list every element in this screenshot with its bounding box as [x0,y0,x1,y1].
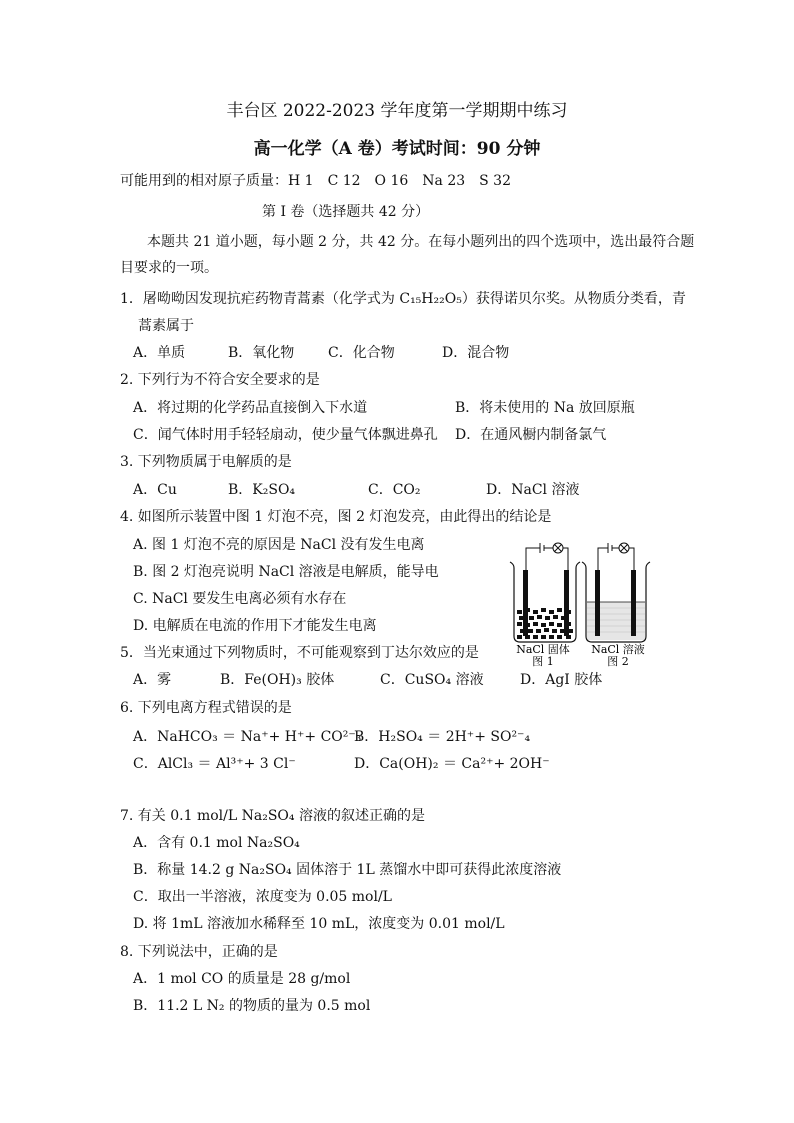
q5-option-c: C．CuSO₄ 溶液 [380,672,484,688]
question-2-stem: 2. 下列行为不符合安全要求的是 [120,372,320,388]
q2-option-a: A．将过期的化学药品直接倒入下水道 [133,400,368,416]
question-1-stem-cont: 蒿素属于 [138,318,194,334]
q5-option-b: B．Fe(OH)₃ 胶体 [220,672,335,688]
q7-option-c: C．取出一半溶液，浓度变为 0.05 mol/L [133,889,392,905]
q3-option-a: A．Cu [133,482,177,498]
q2-option-c: C．闻气体时用手轻轻扇动，使少量气体飘进鼻孔 [133,427,438,443]
question-3-stem: 3. 下列物质属于电解质的是 [120,454,292,470]
beaker-1 [510,562,580,642]
question-8-stem: 8. 下列说法中，正确的是 [120,944,278,960]
q5-option-a: A．雾 [133,672,172,688]
q4-option-b: B. 图 2 灯泡亮说明 NaCl 溶液是电解质，能导电 [133,564,439,580]
q4-option-c: C. NaCl 要发生电离必须有水存在 [133,591,347,607]
q3-option-b: B．K₂SO₄ [228,482,296,498]
q1-option-d: D．混合物 [442,345,510,361]
exam-subtitle: 高一化学（A 卷）考试时间：90 分钟 [253,139,541,159]
q3-option-c: C．CO₂ [368,482,421,498]
q7-option-d: D. 将 1mL 溶液加水稀释至 10 mL，浓度变为 0.01 mol/L [133,916,505,932]
figure-2-label: NaCl 溶液 [591,643,645,656]
instructions-line-1: 本题共 21 道小题，每小题 2 分，共 42 分。在每小题列出的四个选项中，选出最符合题 [147,234,695,250]
q1-option-c: C．化合物 [328,345,395,361]
q7-option-b: B．称量 14.2 g Na₂SO₄ 固体溶于 1L 蒸馏水中即可获得此浓度溶液 [133,862,562,878]
q4-option-d: D. 电解质在电流的作用下才能发生电离 [133,618,377,634]
q4-option-a: A. 图 1 灯泡不亮的原因是 NaCl 没有发生电离 [133,537,425,553]
figure-1-label: NaCl 固体 [516,643,570,656]
figure-2-caption: 图 2 [607,655,629,668]
q8-option-b: B．11.2 L N₂ 的物质的量为 0.5 mol [133,998,371,1014]
q6-option-a: A．NaHCO₃ ＝ Na⁺+ H⁺+ CO²⁻₃ [133,729,362,745]
q6-option-d: D．Ca(OH)₂ ＝ Ca²⁺+ 2OH⁻ [354,756,550,772]
beaker-2-circuit [598,543,634,570]
beaker-2 [582,562,650,642]
atomic-masses: 可能用到的相对原子质量：H 1 C 12 O 16 Na 23 S 32 [120,173,512,189]
question-6-stem: 6. 下列电离方程式错误的是 [120,700,292,716]
q7-option-a: A．含有 0.1 mol Na₂SO₄ [133,835,300,851]
conductivity-figure-svg [506,538,656,668]
q6-option-b: B．H₂SO₄ ＝ 2H⁺+ SO²⁻₄ [354,729,531,745]
question-5-stem: 5．当光束通过下列物质时，不可能观察到丁达尔效应的是 [120,645,479,661]
question-4-stem: 4. 如图所示装置中图 1 灯泡不亮，图 2 灯泡发亮，由此得出的结论是 [120,509,552,525]
question-7-stem: 7. 有关 0.1 mol/L Na₂SO₄ 溶液的叙述正确的是 [120,808,425,824]
figure-1-caption: 图 1 [532,655,554,668]
q1-option-a: A．单质 [133,345,186,361]
instructions-line-2: 目要求的一项。 [120,260,218,276]
question-1-stem: 1．屠呦呦因发现抗疟药物青蒿素（化学式为 C₁₅H₂₂O₅）获得诺贝尔奖。从物质分类看，青 [120,291,686,307]
exam-title: 丰台区 2022-2023 学年度第一学期期中练习 [226,101,568,121]
q6-option-c: C．AlCl₃ ＝ Al³⁺+ 3 Cl⁻ [133,756,296,772]
q3-option-d: D．NaCl 溶液 [486,482,580,498]
q8-option-a: A．1 mol CO 的质量是 28 g/mol [133,971,351,987]
section-heading: 第 I 卷（选择题共 42 分） [262,204,430,220]
beaker-1-circuit [526,543,568,570]
q2-option-b: B．将未使用的 Na 放回原瓶 [455,400,635,416]
q1-option-b: B．氧化物 [228,345,295,361]
q5-option-d: D．AgI 胶体 [520,672,603,688]
q2-option-d: D．在通风橱内制备氯气 [455,427,607,443]
conductivity-figure [506,538,656,672]
